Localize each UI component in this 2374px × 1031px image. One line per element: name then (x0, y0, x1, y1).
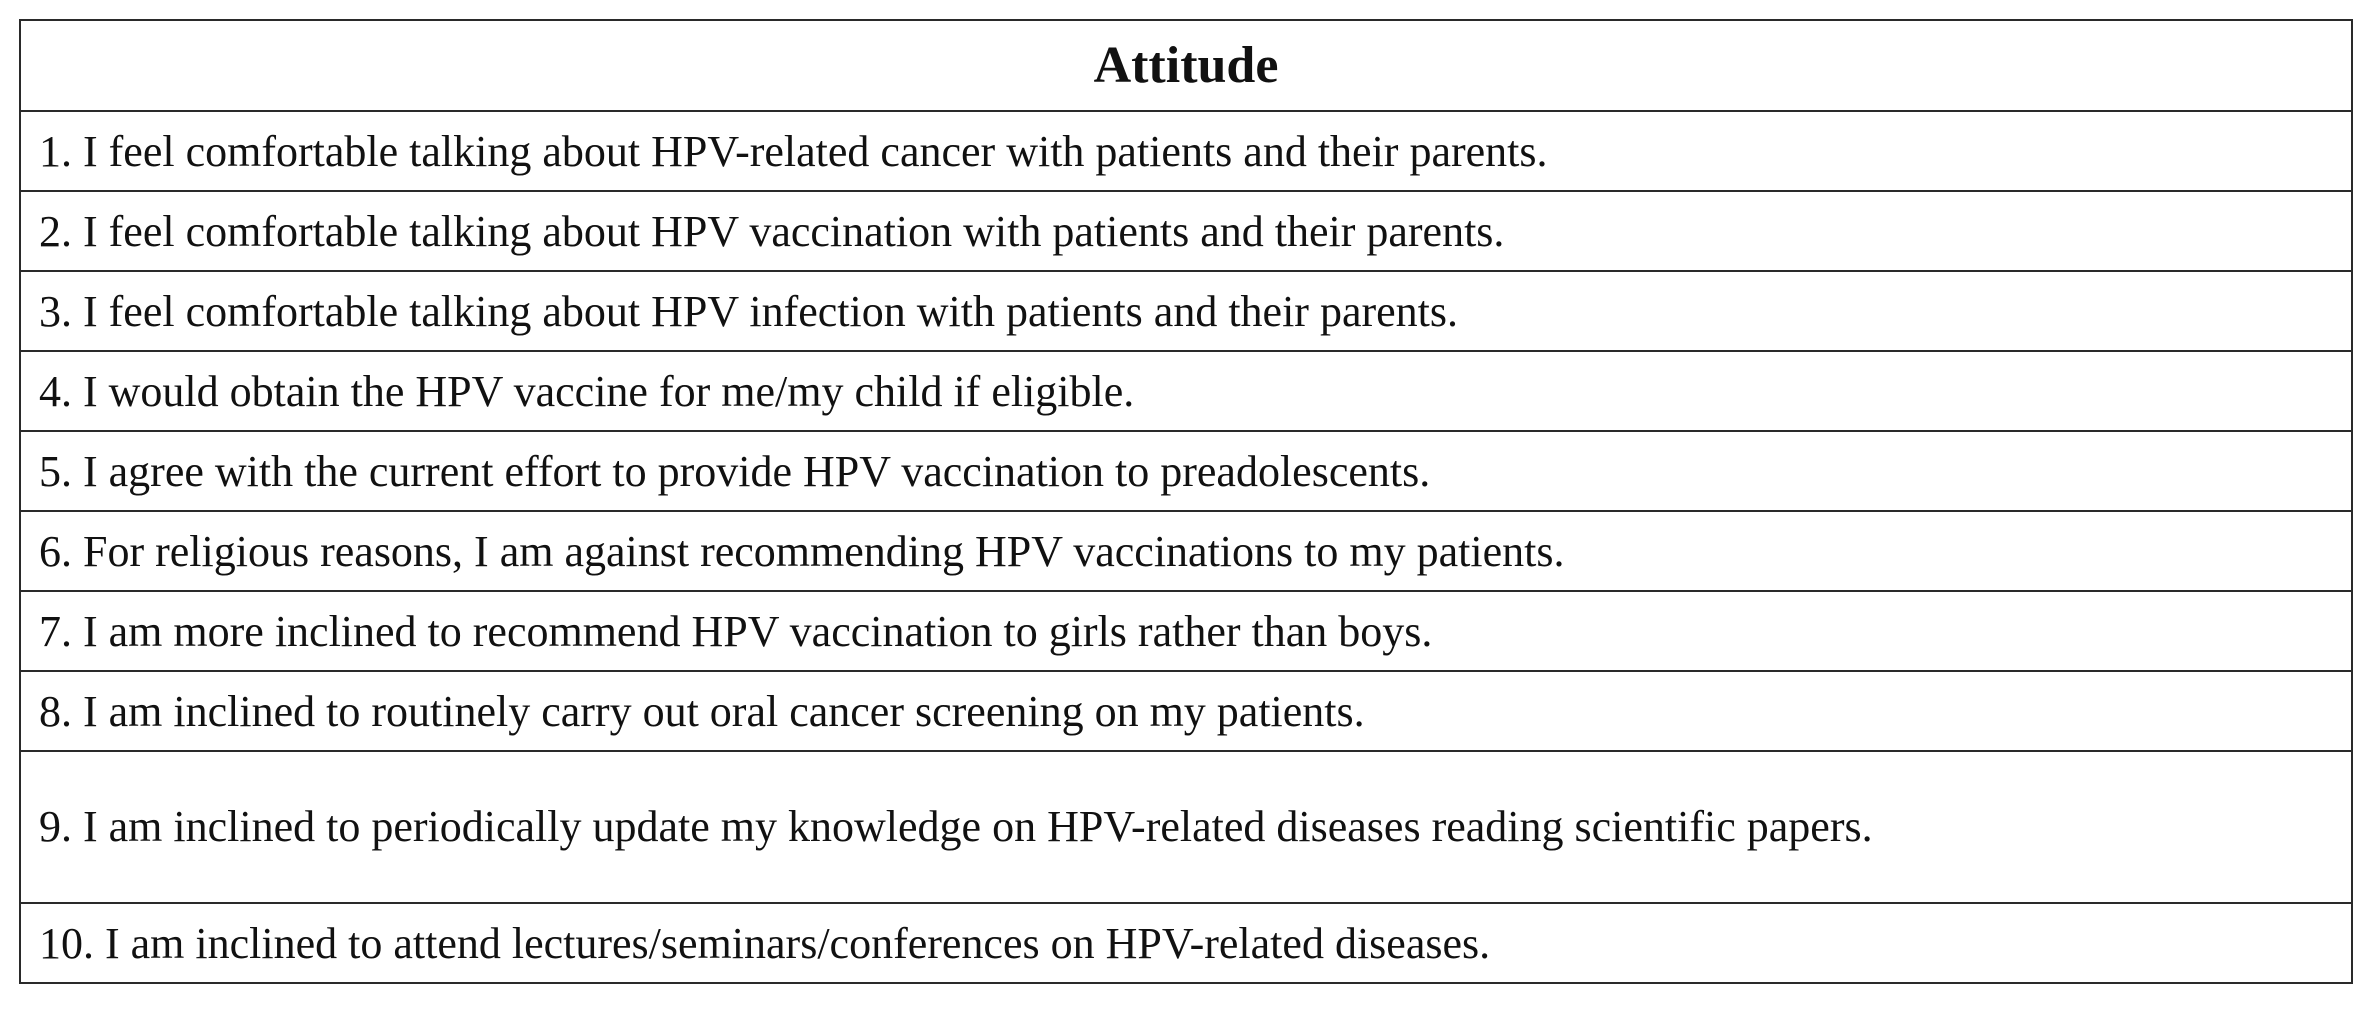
attitude-item-2: 2. I feel comfortable talking about HPV vaccination with patients and their parents. (20, 191, 2352, 271)
table-row (20, 191, 2352, 271)
table-row (20, 591, 2352, 671)
attitude-item-5: 5. I agree with the current effort to provide HPV vaccination to preadolescents. (20, 431, 2352, 511)
table-row (20, 671, 2352, 751)
table-row (20, 903, 2352, 983)
table-row (20, 111, 2352, 191)
table-row (20, 431, 2352, 511)
attitude-item-9: 9. I am inclined to periodically update my knowledge on HPV-related diseases reading scientific papers. (20, 751, 2352, 903)
table-row (20, 511, 2352, 591)
attitude-item-8: 8. I am inclined to routinely carry out oral cancer screening on my patients. (20, 671, 2352, 751)
attitude-item-7: 7. I am more inclined to recommend HPV vaccination to girls rather than boys. (20, 591, 2352, 671)
table-row (20, 751, 2352, 903)
attitude-item-4: 4. I would obtain the HPV vaccine for me/my child if eligible. (20, 351, 2352, 431)
attitude-item-3: 3. I feel comfortable talking about HPV infection with patients and their parents. (20, 271, 2352, 351)
attitude-item-6: 6. For religious reasons, I am against recommending HPV vaccinations to my patients. (20, 511, 2352, 591)
table-row (20, 271, 2352, 351)
table-header-row (20, 20, 2352, 111)
attitude-item-10: 10. I am inclined to attend lectures/seminars/conferences on HPV-related diseases. (20, 903, 2352, 983)
table-row (20, 351, 2352, 431)
attitude-table (19, 19, 2353, 984)
attitude-item-1: 1. I feel comfortable talking about HPV-related cancer with patients and their parents. (20, 111, 2352, 191)
table-header: Attitude (20, 20, 2352, 111)
attitude-table-container (19, 19, 2353, 984)
